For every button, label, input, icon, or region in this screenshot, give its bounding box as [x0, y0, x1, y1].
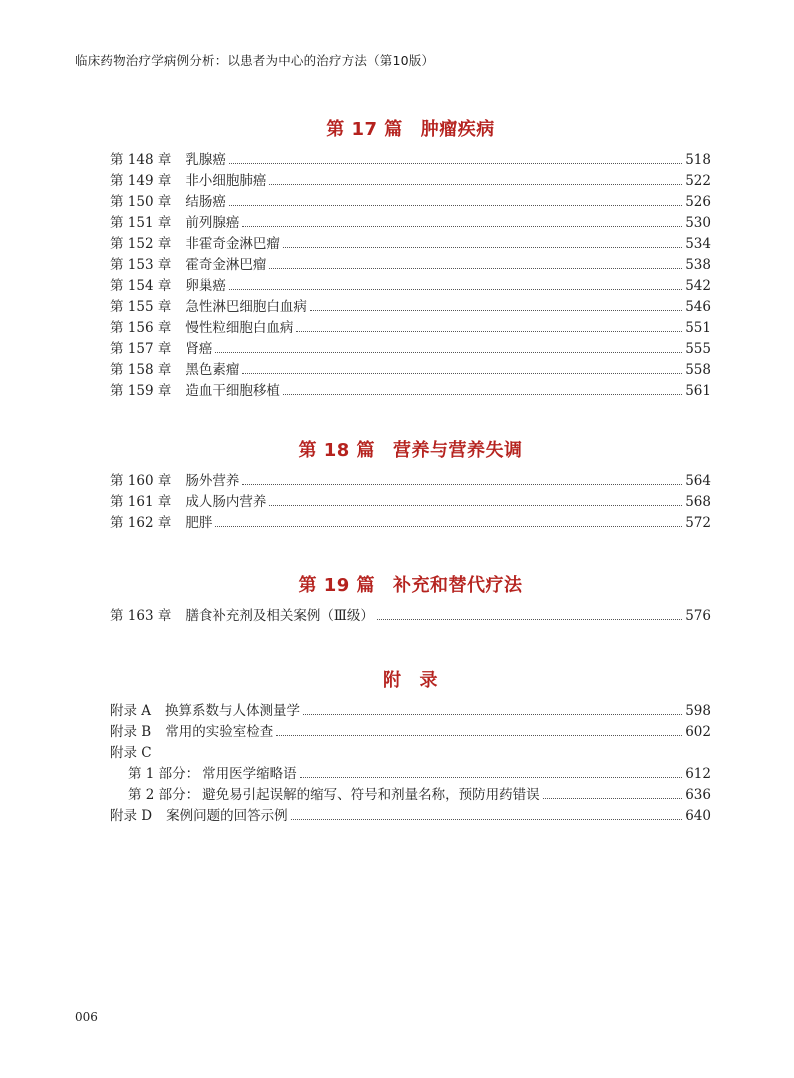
chapter-number: 第 149 章 [110, 173, 172, 189]
chapter-number: 第 158 章 [110, 362, 172, 378]
dot-leader [291, 819, 683, 820]
part-title [110, 666, 711, 696]
chapter-number: 第 162 章 [110, 515, 172, 531]
chapter-number: 第 160 章 [110, 473, 172, 489]
dot-leader [303, 714, 682, 715]
part-title [110, 571, 711, 601]
dot-leader [283, 247, 682, 248]
toc-entry[interactable] [110, 743, 711, 764]
chapter-title: 卵巢癌 [185, 278, 226, 294]
page-number: 572 [685, 515, 711, 531]
part-name: 录 [419, 670, 438, 691]
page-number: 538 [685, 257, 711, 273]
part-title [110, 436, 711, 466]
chapter-number: 第 156 章 [110, 320, 172, 336]
toc-entry[interactable] [110, 381, 711, 402]
dot-leader [296, 331, 682, 332]
toc-entry[interactable] [110, 192, 711, 213]
page-number: 636 [685, 787, 711, 803]
chapter-number: 第 163 章 [110, 608, 172, 624]
page-number: 542 [685, 278, 711, 294]
chapter-title: 结肠癌 [185, 194, 226, 210]
page-number: 640 [685, 808, 711, 824]
page-number: 598 [685, 703, 711, 719]
toc-entry[interactable] [110, 297, 711, 318]
toc-entry[interactable] [110, 806, 711, 827]
part-number: 第 17 篇 [326, 119, 403, 140]
part-name: 补充和替代疗法 [393, 575, 523, 596]
toc-entry[interactable] [110, 360, 711, 381]
toc-entry[interactable] [110, 276, 711, 297]
chapter-number: 第 2 部分： [128, 787, 200, 803]
toc-entry[interactable] [110, 606, 711, 627]
page-number: 546 [685, 299, 711, 315]
page-number: 555 [685, 341, 711, 357]
chapter-title: 常用的实验室检查 [165, 724, 274, 740]
chapter-title: 慢性粒细胞白血病 [185, 320, 294, 336]
appendix-section [110, 666, 711, 827]
toc-entry[interactable] [110, 785, 711, 806]
chapter-title: 成人肠内营养 [185, 494, 267, 510]
dot-leader [215, 352, 682, 353]
toc-entry[interactable] [110, 764, 711, 785]
part-name: 营养与营养失调 [393, 440, 523, 461]
toc-list [110, 150, 711, 402]
toc-entry[interactable] [110, 255, 711, 276]
chapter-title: 前列腺癌 [185, 215, 240, 231]
chapter-title: 肥胖 [185, 515, 213, 531]
page-number: 612 [685, 766, 711, 782]
page-number: 551 [685, 320, 711, 336]
dot-leader [242, 484, 682, 485]
dot-leader [229, 205, 682, 206]
page-number: 526 [685, 194, 711, 210]
chapter-number: 第 152 章 [110, 236, 172, 252]
toc-entry[interactable] [110, 722, 711, 743]
chapter-number: 第 150 章 [110, 194, 172, 210]
chapter-title: 非霍奇金淋巴瘤 [185, 236, 280, 252]
dot-leader [242, 226, 682, 227]
toc-entry[interactable] [110, 234, 711, 255]
chapter-title: 肠外营养 [185, 473, 240, 489]
chapter-title: 黑色素瘤 [185, 362, 240, 378]
chapter-title: 案例问题的回答示例 [166, 808, 288, 824]
part-number: 第 19 篇 [298, 575, 376, 596]
toc-entry[interactable] [110, 318, 711, 339]
page-number: 576 [685, 608, 711, 624]
dot-leader [229, 289, 682, 290]
dot-leader [310, 310, 682, 311]
dot-leader [269, 268, 682, 269]
part-18-section [110, 436, 711, 534]
dot-leader [377, 619, 682, 620]
chapter-number: 附录 A [110, 703, 152, 719]
chapter-number: 附录 D [110, 808, 153, 824]
toc-list [110, 471, 711, 534]
dot-leader [269, 184, 682, 185]
chapter-title: 急性淋巴细胞白血病 [185, 299, 307, 315]
chapter-number: 第 154 章 [110, 278, 172, 294]
chapter-number: 第 159 章 [110, 383, 172, 399]
toc-entry[interactable] [110, 471, 711, 492]
chapter-number: 附录 B [110, 724, 152, 740]
dot-leader [215, 526, 682, 527]
chapter-title: 乳腺癌 [185, 152, 226, 168]
dot-leader [543, 798, 683, 799]
dot-leader [229, 163, 682, 164]
dot-leader [242, 373, 682, 374]
chapter-title: 非小细胞肺癌 [185, 173, 267, 189]
toc-entry[interactable] [110, 171, 711, 192]
page-number: 530 [685, 215, 711, 231]
page-number: 522 [685, 173, 711, 189]
page-footer-number: 006 [75, 1010, 98, 1024]
part-name: 肿瘤疾病 [420, 119, 495, 140]
chapter-number: 第 151 章 [110, 215, 172, 231]
chapter-title: 膳食补充剂及相关案例（Ⅲ级） [185, 608, 374, 624]
chapter-title: 霍奇金淋巴瘤 [185, 257, 267, 273]
chapter-number: 附录 C [110, 745, 152, 761]
toc-list [110, 606, 711, 627]
chapter-title: 造血干细胞移植 [185, 383, 280, 399]
page-number: 518 [685, 152, 711, 168]
page-number: 558 [685, 362, 711, 378]
part-number: 附 [383, 670, 402, 691]
page-number: 564 [685, 473, 711, 489]
chapter-number: 第 153 章 [110, 257, 172, 273]
part-number: 第 18 篇 [298, 440, 376, 461]
part-19-section [110, 571, 711, 627]
toc-list [110, 701, 711, 827]
page-number: 561 [685, 383, 711, 399]
toc-entry[interactable] [110, 339, 711, 360]
chapter-number: 第 148 章 [110, 152, 172, 168]
dot-leader [300, 777, 683, 778]
chapter-title: 肾癌 [185, 341, 213, 357]
dot-leader [269, 505, 682, 506]
chapter-number: 第 161 章 [110, 494, 172, 510]
page-number: 568 [685, 494, 711, 510]
toc-entry[interactable] [110, 513, 711, 534]
part-title [110, 115, 711, 145]
chapter-title: 换算系数与人体测量学 [165, 703, 301, 719]
part-17-section [110, 115, 711, 402]
chapter-title: 常用医学缩略语 [202, 766, 297, 782]
running-header: 临床药物治疗学病例分析：以患者为中心的治疗方法（第10版） [75, 53, 435, 68]
chapter-number: 第 155 章 [110, 299, 172, 315]
dot-leader [276, 735, 682, 736]
toc-entry[interactable] [110, 213, 711, 234]
chapter-title: 避免易引起误解的缩写、符号和剂量名称，预防用药错误 [202, 787, 540, 803]
page-number: 602 [685, 724, 711, 740]
chapter-number: 第 1 部分： [128, 766, 200, 782]
toc-entry[interactable] [110, 150, 711, 171]
toc-entry[interactable] [110, 701, 711, 722]
page-number: 534 [685, 236, 711, 252]
dot-leader [283, 394, 682, 395]
toc-entry[interactable] [110, 492, 711, 513]
chapter-number: 第 157 章 [110, 341, 172, 357]
